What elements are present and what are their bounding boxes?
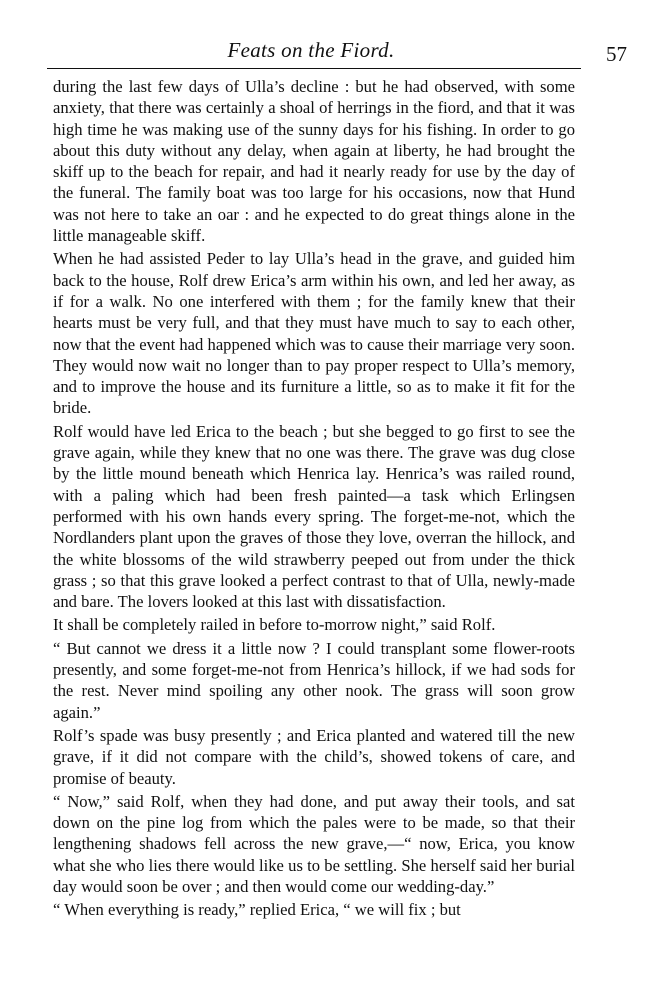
paragraph: Rolf would have led Erica to the beach ; but she begged to go first to see the grave again, while they knew that no one was there. The grave was dug close by the little mound beneath which Henrica lay. Henrica’s was railed round, with a paling which had been fresh painted—a task which Erlingsen performed with his own hands every spring. The forget-me-not, which the Nordlanders plant upon the graves of those they love, overran the hillock, and the white blossoms of the wild strawberry peeped out from under the thick grass ; so that this grave looked a perfect contrast to that of Ulla, newly-made and bare. The lovers looked at this last with dissatisfaction. [53,421,575,612]
paragraph: “ When everything is ready,” replied Erica, “ we will fix ; but [53,900,461,920]
paragraph: It shall be completely railed in before to-morrow night,” said Rolf. [53,615,496,635]
paragraph: Rolf’s spade was busy presently ; and Erica planted and watered till the new grave, if it did not compare with the child’s, showed tokens of care, and promise of beauty. [53,725,575,788]
body-text [53,76,575,921]
running-title: Feats on the Fiord. [227,38,395,62]
header-rule [47,68,581,69]
paragraph: during the last few days of Ulla’s decline : but he had observed, with some anxiety, that there was certainly a shoal of herrings in the fiord, and that it was high time he was making use of the sunny days for his fishing. In order to go about this duty without any delay, when again at liberty, he had brought the skiff up to the beach for repair, and had it nearly ready for use by the day of the funeral. The family boat was too large for his occasions, now that Hund was not here to take an oar : and he expected to do great things alone in the little manageable skiff. [53,77,575,246]
paragraph: “ But cannot we dress it a little now ? I could transplant some flower-roots presently, and some forget-me-not from Henrica’s hillock, if we had sods for the rest. Never mind spoiling any other nook. The grass will soon grow again.” [53,638,575,722]
paragraph: When he had assisted Peder to lay Ulla’s head in the grave, and guided him back to the house, Rolf drew Erica’s arm within his own, and led her away, as if for a walk. No one interfered with them ; for the family knew that their hearts must be very full, and that they must have much to say to each other, now that the event had happened which was to cause their marriage very soon. They would now wait no longer than to pay proper respect to Ulla’s memory, and to improve the house and its furniture a little, so as to make it fit for the bride. [53,249,575,418]
page-header [47,36,627,70]
page-number: 57 [606,42,627,66]
paragraph: “ Now,” said Rolf, when they had done, and put away their tools, and sat down on the pine log from which the pales were to be made, so that their lengthening shadows fell across the new grave,—“ now, Erica, you know what she who lies there would like us to be settling. She herself said her burial day would soon be over ; and then would come our wedding-day.” [53,791,575,896]
